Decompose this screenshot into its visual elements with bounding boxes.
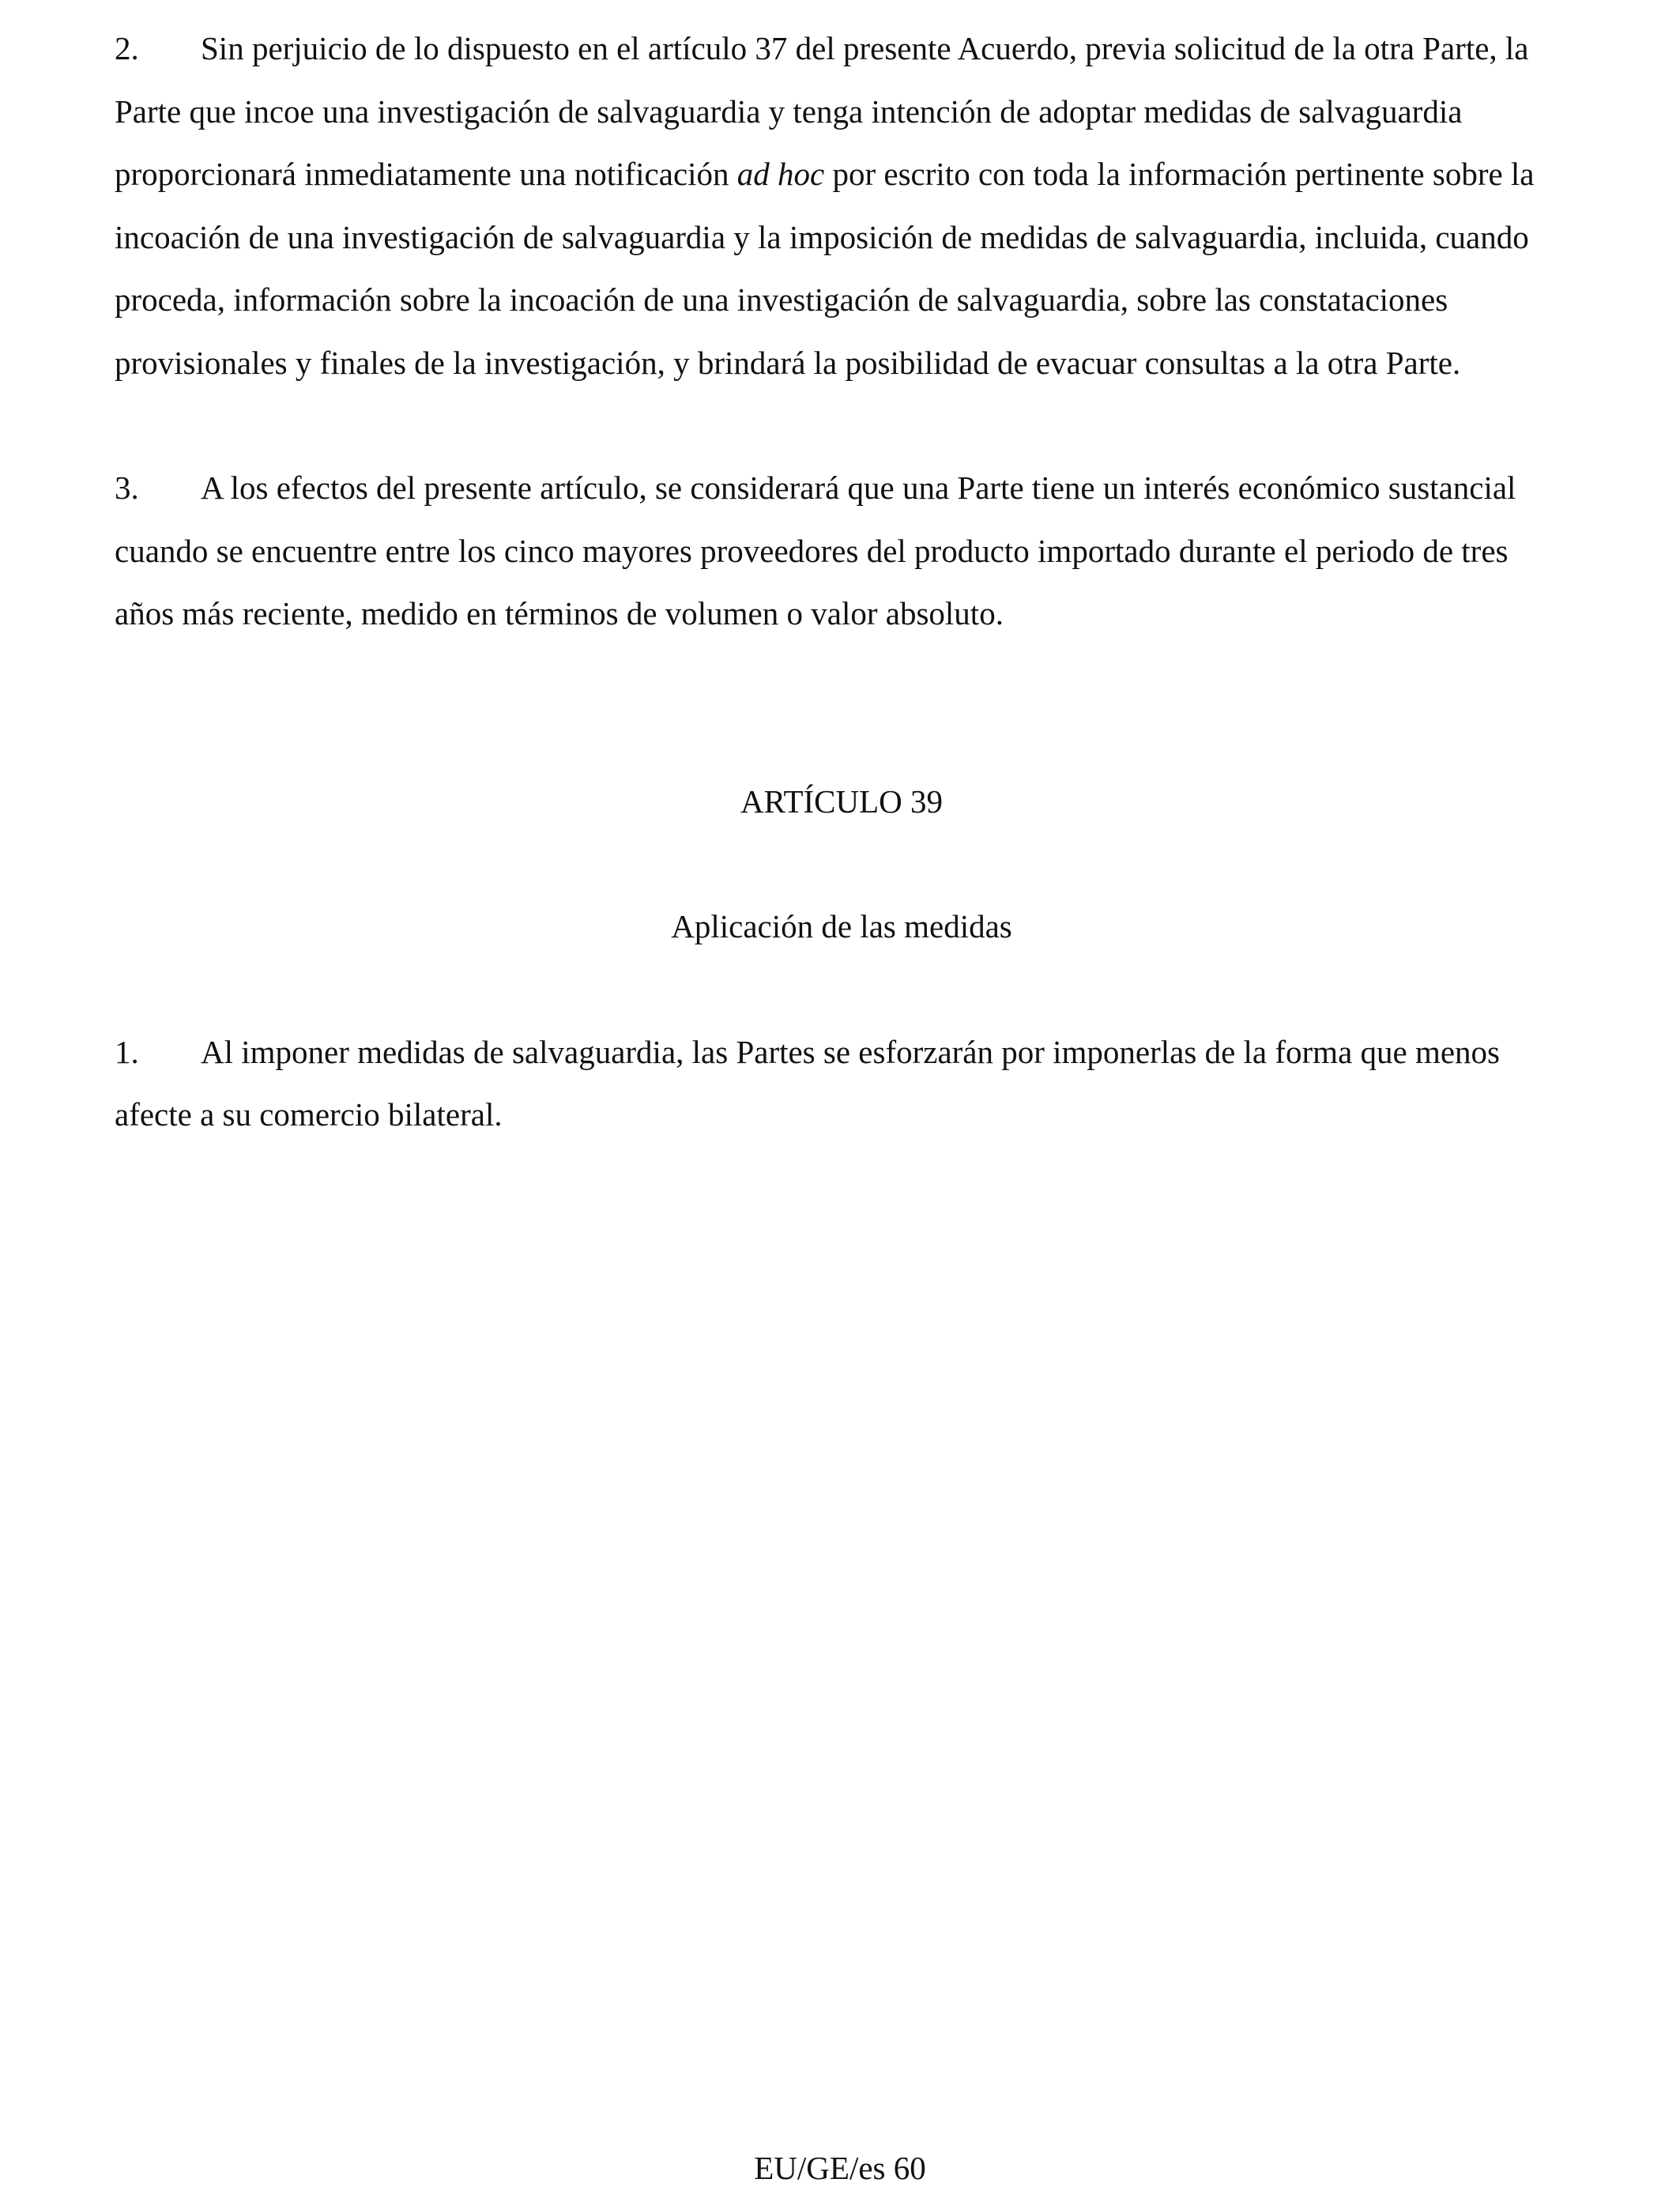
paragraph-number: 2.	[115, 30, 139, 66]
paragraph-text: A los efectos del presente artículo, se considerará que una Parte tiene un interés económico sustancial cuando se encuentre entre los cinco mayores proveedores del producto importado durante el periodo de tres años más reciente, medido en términos de volumen o valor absoluto.	[115, 469, 1516, 631]
spacer	[115, 646, 1569, 771]
paragraph-1	[115, 1021, 1569, 1147]
document-page	[115, 17, 1569, 1147]
paragraph-number: 1.	[115, 1033, 139, 1070]
paragraph-number: 3.	[115, 469, 139, 506]
paragraph-text: Sin perjuicio de lo dispuesto en el artículo 37 del presente Acuerdo, previa solicitud de la otra Parte, la Parte que incoe una investigación de salvaguardia y tenga intención de adoptar medidas de salvaguardia proporcionará inmediatamente una notificación	[115, 30, 1529, 192]
spacer	[115, 959, 1569, 1021]
paragraph-3	[115, 457, 1569, 646]
spacer	[115, 833, 1569, 895]
article-title: Aplicación de las medidas	[671, 908, 1012, 944]
page-footer: EU/GE/es 60	[754, 2150, 926, 2186]
paragraph-text-continued: por escrito con toda la información pertinente sobre la incoación de una investigación de salvaguardia y la imposición de medidas de salvaguardia, incluida, cuando proceda, información sobre la incoación de una investigación de salvaguardia, sobre las constataciones provisionales y finales de la investigación, y brindará la posibilidad de evacuar consultas a la otra Parte.	[115, 156, 1535, 381]
paragraph-text: Al imponer medidas de salvaguardia, las Partes se esforzarán por imponerlas de la forma que menos afecte a su comercio bilateral.	[115, 1033, 1501, 1133]
article-heading: ARTÍCULO 39	[740, 782, 944, 820]
paragraph-2	[115, 17, 1569, 394]
italic-term: ad hoc	[736, 156, 825, 192]
spacer	[115, 394, 1569, 457]
